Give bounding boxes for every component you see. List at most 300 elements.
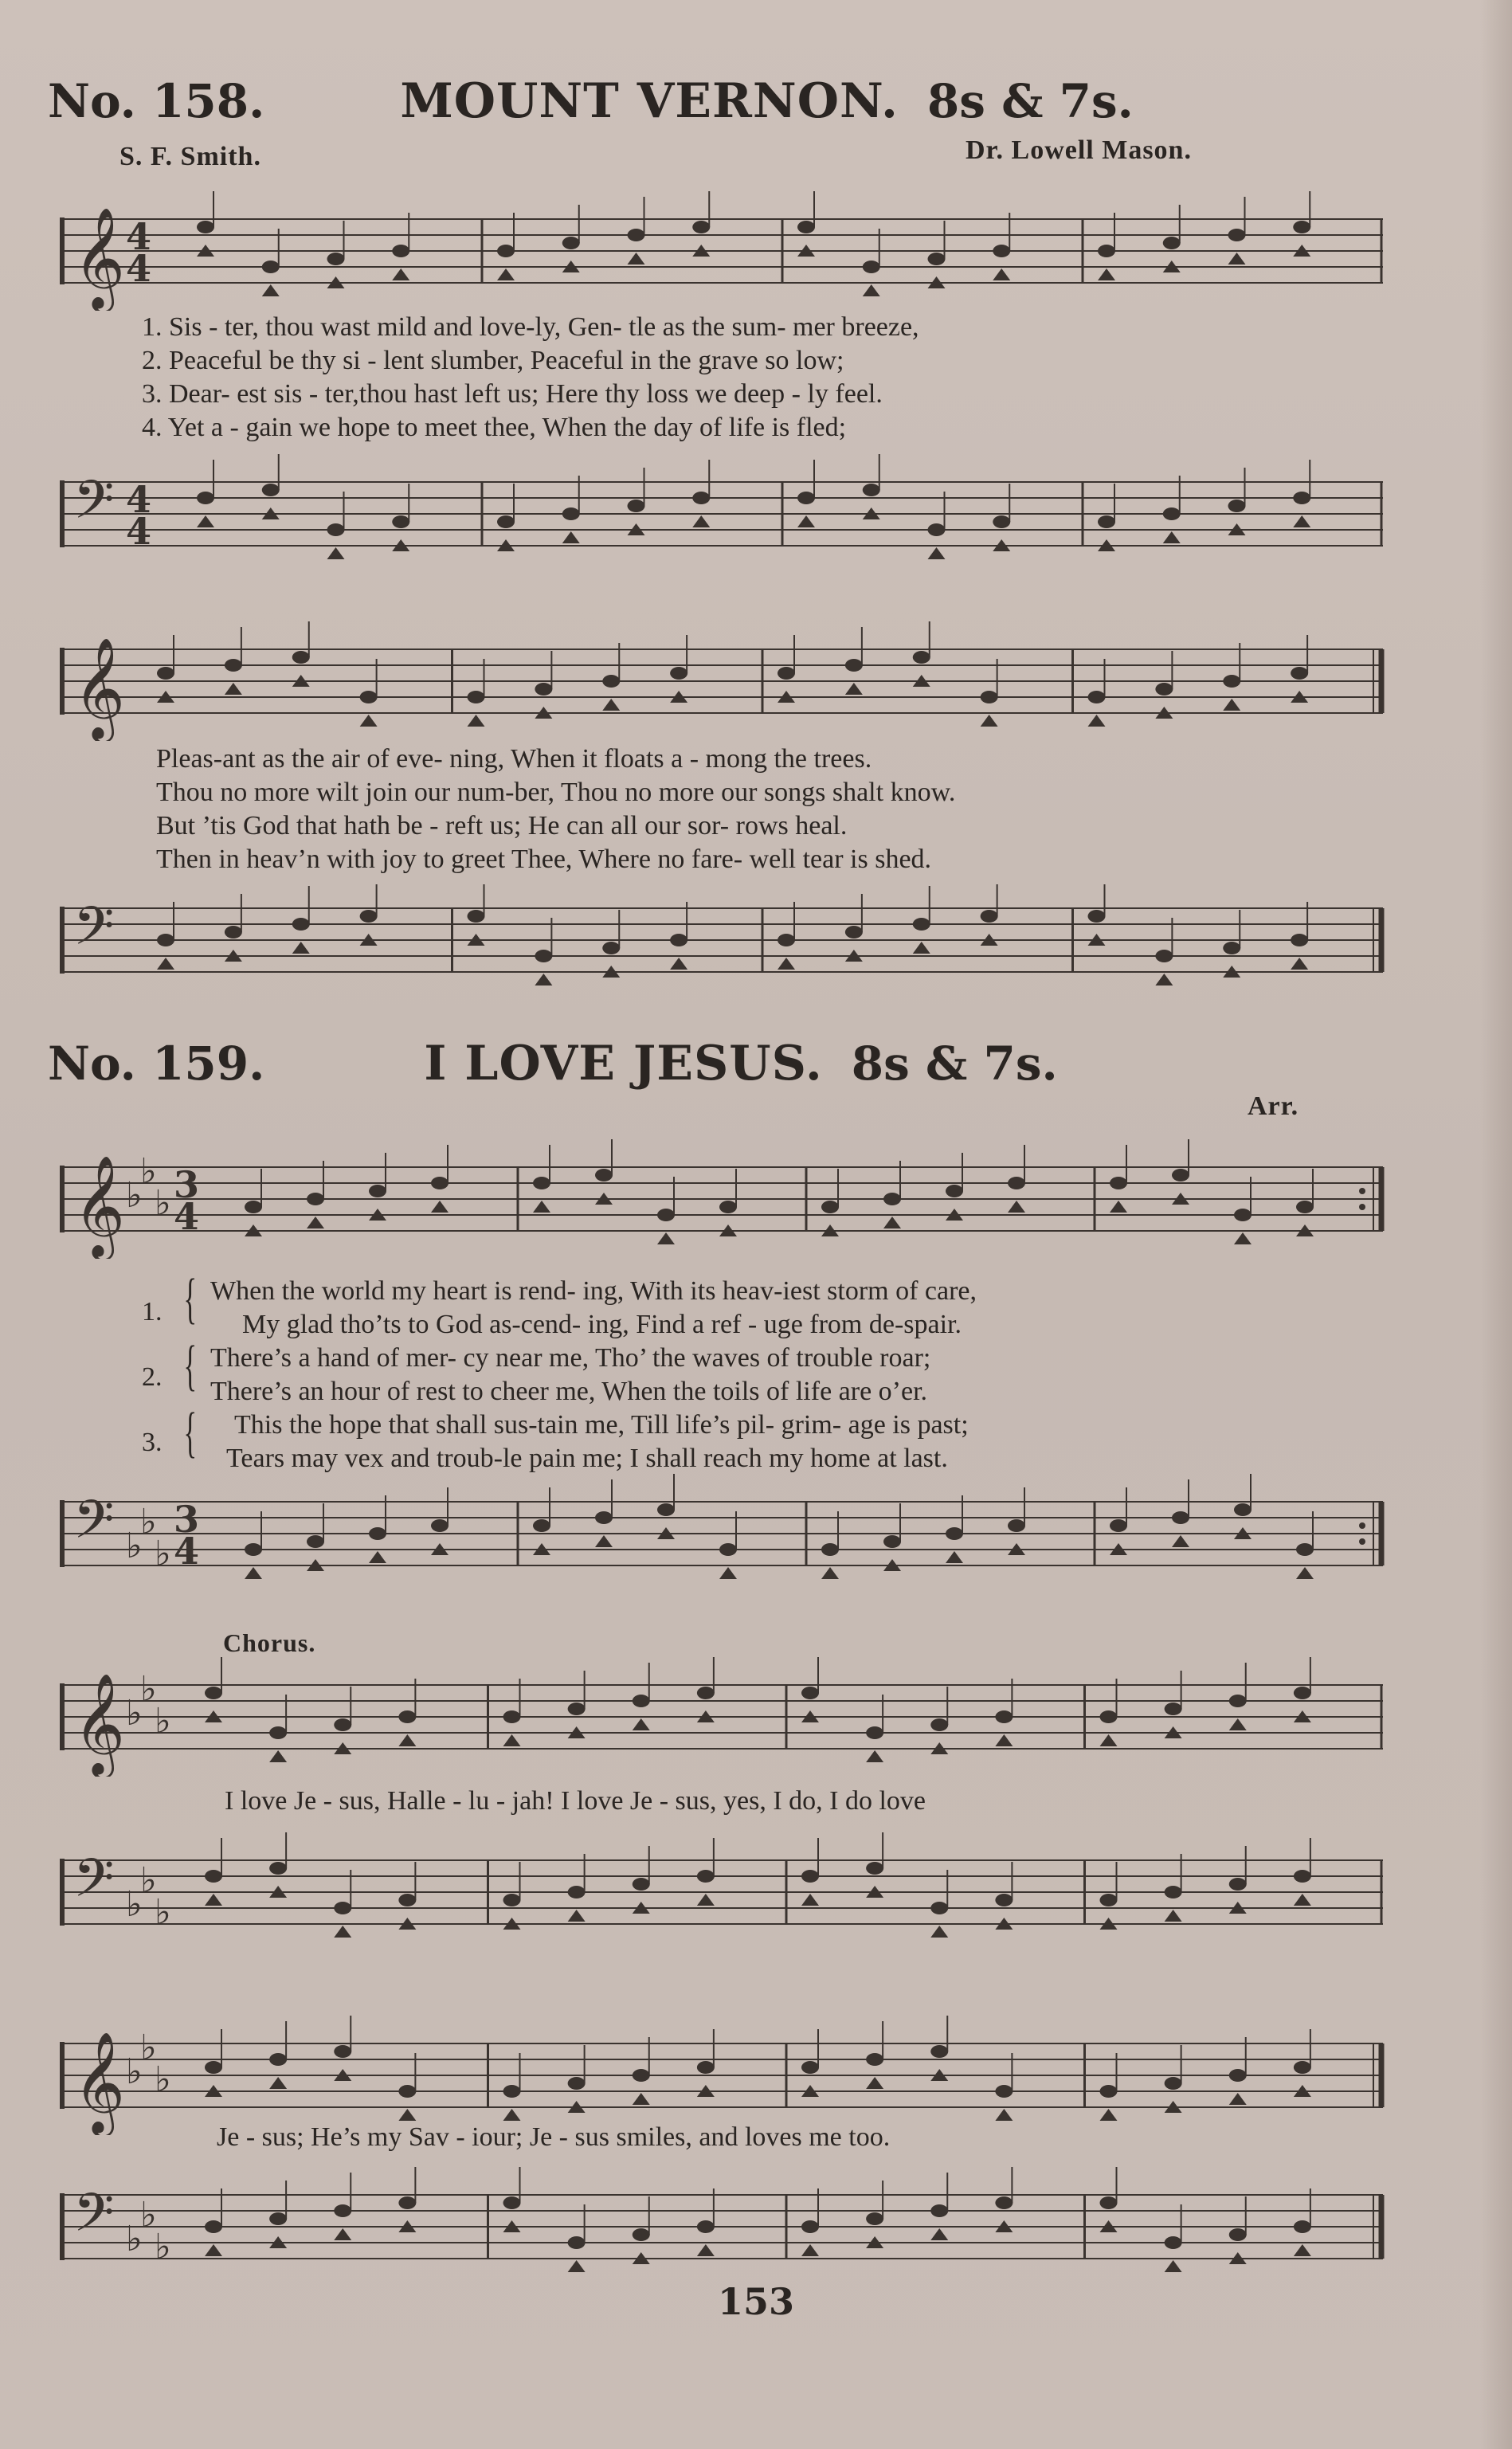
shape-note-head [930, 1926, 948, 1938]
shape-note-head [307, 1217, 324, 1228]
note-head [262, 261, 280, 273]
verse-line: There’s a hand of mer- cy near me, Tho’ the waves of trouble roar; [210, 1343, 931, 1373]
note-head [568, 2236, 586, 2249]
staff-system-4-bass [56, 1832, 1394, 1952]
note-head [369, 1527, 386, 1540]
treble-clef-icon: 𝄞 [73, 2031, 126, 2133]
note-head [1100, 2085, 1118, 2098]
note-head [1008, 1519, 1025, 1532]
shape-note-head [1296, 1567, 1314, 1579]
note-head [697, 1687, 715, 1699]
note-head [503, 1894, 521, 1906]
page-number: 153 [717, 2280, 795, 2323]
shape-note-head [697, 1894, 715, 1906]
note-head [1098, 245, 1115, 257]
flat-icon: ♭ [126, 1526, 143, 1566]
note-head [1294, 2220, 1311, 2233]
note-head [245, 1201, 262, 1213]
shape-note-head [1294, 2244, 1311, 2256]
note-head [1163, 237, 1181, 249]
note-head [1294, 1870, 1311, 1883]
shape-note-head [292, 942, 310, 954]
verse-line: 4. Yet a - gain we hope to meet thee, When the day of life is fled; [142, 413, 847, 442]
note-head [398, 2196, 416, 2209]
note-head [205, 1687, 222, 1699]
hymn-meter: 8s & 7s. [851, 1036, 1058, 1091]
flat-icon: ♭ [155, 1183, 171, 1224]
verse-brace: { [183, 1402, 198, 1464]
note-head [535, 950, 552, 962]
flat-icon: ♭ [140, 1502, 157, 1542]
note-head [533, 1177, 550, 1189]
note-head [157, 667, 174, 680]
treble-staff [56, 1139, 1394, 1259]
flat-icon: ♭ [155, 1534, 171, 1574]
shape-note-head [657, 1232, 675, 1244]
shape-note-head [157, 958, 174, 970]
note-head [1100, 2196, 1118, 2209]
note-head [697, 2220, 715, 2233]
note-head [863, 484, 880, 496]
flat-icon: ♭ [126, 1884, 143, 1925]
shape-note-head [883, 1217, 901, 1228]
shape-note-head [1294, 1894, 1311, 1906]
note-head [398, 1894, 416, 1906]
shape-note-head [1110, 1201, 1127, 1213]
flat-icon: ♭ [126, 2219, 143, 2259]
note-head [778, 667, 795, 680]
shape-note-head [719, 1567, 737, 1579]
note-head [1229, 1695, 1247, 1707]
note-head [1172, 1511, 1189, 1524]
shape-note-head [269, 1750, 287, 1762]
time-signature-top: 3 [174, 1498, 200, 1541]
shape-note-head [633, 1718, 650, 1730]
note-head [995, 2196, 1013, 2209]
flat-icon: ♭ [140, 1860, 157, 1901]
note-head [595, 1169, 613, 1181]
note-head [697, 2061, 715, 2074]
note-head [197, 492, 214, 504]
note-head [602, 675, 620, 688]
shape-note-head [327, 547, 345, 559]
note-head [334, 1902, 351, 1914]
shape-note-head [497, 268, 515, 280]
shape-note-head [205, 1894, 222, 1906]
note-head [1293, 221, 1310, 233]
note-head [883, 1535, 901, 1548]
note-head [1234, 1503, 1252, 1516]
hymn-meter: 8s & 7s. [926, 74, 1134, 128]
shape-note-head [1088, 715, 1106, 727]
note-head [225, 659, 242, 672]
note-head [981, 910, 998, 923]
flat-icon: ♭ [140, 2195, 157, 2235]
flat-icon: ♭ [126, 1175, 143, 1216]
note-head [398, 2085, 416, 2098]
note-head [292, 918, 310, 931]
note-head [1165, 2077, 1182, 2090]
note-head [1165, 1703, 1182, 1715]
verse-line: Pleas-ant as the air of eve- ning, When it floats a - mong the trees. [156, 744, 872, 774]
verse-line: My glad tho’ts to God as-cend- ing, Find a ref - uge from de-spair. [242, 1310, 962, 1339]
repeat-dot [1359, 1204, 1365, 1210]
note-head [1229, 2228, 1247, 2241]
note-head [392, 515, 409, 528]
shape-note-head [503, 1734, 521, 1746]
note-head [503, 1710, 521, 1723]
shape-note-head [1223, 699, 1240, 711]
composer-credit: Dr. Lowell Mason. [966, 135, 1192, 165]
note-head [334, 1718, 351, 1731]
note-head [1228, 500, 1246, 512]
hymn-158-header [48, 73, 1416, 129]
bass-staff [56, 2167, 1394, 2286]
repeat-dot [1359, 1522, 1365, 1529]
shape-note-head [995, 1734, 1013, 1746]
shape-note-head [797, 515, 815, 527]
flat-icon: ♭ [155, 2227, 171, 2267]
hymn-title: MOUNT VERNON. [400, 73, 899, 129]
bass-staff [56, 884, 1394, 996]
note-head [1291, 934, 1308, 946]
staff-system-4 [56, 1657, 1394, 1777]
staff-system-3 [56, 1139, 1394, 1259]
chorus-line: I love Je - sus, Halle - lu - jah! I love Je - sus, yes, I do, I do love [225, 1786, 926, 1816]
note-head [562, 237, 580, 249]
shape-note-head [863, 284, 880, 296]
verse-number: 2. [142, 1362, 163, 1392]
shape-note-head [801, 1894, 819, 1906]
note-head [930, 1902, 948, 1914]
shape-note-head [533, 1201, 550, 1213]
shape-note-head [845, 683, 863, 695]
note-head [568, 1703, 586, 1715]
note-head [1229, 1878, 1247, 1891]
note-head [568, 1886, 586, 1898]
hymn-number: No. 158. [48, 74, 265, 128]
note-head [993, 515, 1010, 528]
note-head [633, 1878, 650, 1891]
note-head [360, 910, 378, 923]
note-head [1223, 675, 1240, 688]
note-head [866, 1862, 883, 1875]
note-head [883, 1193, 901, 1205]
shape-note-head [1229, 2093, 1247, 2105]
note-head [993, 245, 1010, 257]
note-head [269, 2053, 287, 2066]
shape-note-head [197, 515, 214, 527]
verse-line: When the world my heart is rend- ing, With its heav-iest storm of care, [210, 1276, 977, 1306]
treble-staff [56, 2016, 1394, 2135]
time-signature-top: 4 [126, 215, 152, 258]
shape-note-head [568, 1910, 586, 1922]
note-head [1296, 1543, 1314, 1556]
flat-icon: ♭ [126, 2051, 143, 2092]
note-head [930, 2045, 948, 2058]
shape-note-head [1100, 2109, 1118, 2121]
flat-icon: ♭ [140, 1669, 157, 1710]
note-head [468, 691, 485, 703]
note-head [778, 934, 795, 946]
verse-line: Tears may vex and troub-le pain me; I shall reach my home at last. [226, 1444, 948, 1473]
note-head [327, 253, 345, 265]
shape-note-head [670, 958, 687, 970]
note-head [1165, 2236, 1182, 2249]
note-head [928, 523, 946, 536]
note-head [1163, 507, 1181, 520]
time-signature-bottom: 4 [174, 1195, 200, 1238]
hymn-159-header [48, 1036, 1416, 1091]
shape-note-head [334, 2228, 351, 2240]
note-head [697, 1870, 715, 1883]
staff-system-5-bass [56, 2167, 1394, 2286]
staff-system-1 [56, 191, 1394, 311]
shape-note-head [981, 715, 998, 727]
note-head [946, 1527, 963, 1540]
time-signature-bottom: 4 [174, 1530, 200, 1573]
note-head [595, 1511, 613, 1524]
note-head [535, 683, 552, 696]
note-head [1291, 667, 1308, 680]
note-head [269, 1726, 287, 1739]
note-head [431, 1519, 449, 1532]
note-head [205, 2061, 222, 2074]
shape-note-head [946, 1551, 963, 1563]
note-head [602, 942, 620, 954]
note-head [497, 515, 515, 528]
note-head [913, 918, 930, 931]
shape-note-head [602, 699, 620, 711]
shape-note-head [562, 531, 580, 543]
treble-clef-icon: 𝄞 [73, 206, 126, 308]
note-head [307, 1535, 324, 1548]
lyricist-credit: S. F. Smith. [119, 142, 261, 171]
note-head [719, 1543, 737, 1556]
note-head [863, 261, 880, 273]
note-head [628, 500, 645, 512]
flat-icon: ♭ [155, 1892, 171, 1933]
note-head [797, 492, 815, 504]
verse-line: 2. Peaceful be thy si - lent slumber, Peaceful in the grave so low; [142, 346, 844, 375]
note-head [431, 1177, 449, 1189]
note-head [1165, 1886, 1182, 1898]
note-head [1100, 1710, 1118, 1723]
note-head [1100, 1894, 1118, 1906]
note-head [1172, 1169, 1189, 1181]
note-head [866, 2053, 883, 2066]
note-head [719, 1201, 737, 1213]
note-head [928, 253, 946, 265]
note-head [468, 910, 485, 923]
verse-line: There’s an hour of rest to cheer me, When the toils of life are o’er. [210, 1377, 928, 1406]
time-signature-top: 4 [126, 478, 152, 521]
flat-icon: ♭ [126, 1693, 143, 1734]
bass-staff [56, 454, 1394, 574]
note-head [1155, 683, 1173, 696]
bass-staff [56, 1474, 1394, 1593]
treble-staff [56, 621, 1394, 741]
chorus-line: Je - sus; He’s my Sav - iour; Je - sus smiles, and loves me too. [217, 2122, 891, 2152]
note-head [692, 221, 710, 233]
time-signature-top: 3 [174, 1163, 200, 1206]
shape-note-head [369, 1551, 386, 1563]
shape-note-head [398, 2109, 416, 2121]
shape-note-head [1100, 1734, 1118, 1746]
shape-note-head [778, 958, 795, 970]
shape-note-head [633, 2093, 650, 2105]
shape-note-head [1165, 2260, 1182, 2272]
time-signature-bottom: 4 [126, 510, 152, 553]
treble-clef-icon: 𝄞 [73, 637, 126, 739]
note-head [657, 1503, 675, 1516]
note-head [633, 2228, 650, 2241]
treble-staff [56, 1657, 1394, 1777]
shape-note-head [1229, 1718, 1247, 1730]
flat-icon: ♭ [155, 1701, 171, 1742]
shape-note-head [1234, 1232, 1252, 1244]
verse-line: 1. Sis - ter, thou wast mild and love-ly, Gen- tle as the sum- mer breeze, [142, 312, 919, 342]
page-edge-shadow [1480, 0, 1512, 2449]
note-head [1110, 1177, 1127, 1189]
shape-note-head [930, 2228, 948, 2240]
note-head [369, 1185, 386, 1197]
staff-system-3-bass [56, 1474, 1394, 1593]
note-head [1088, 910, 1106, 923]
shape-note-head [568, 2260, 586, 2272]
note-head [1223, 942, 1240, 954]
note-head [797, 221, 815, 233]
note-head [307, 1193, 324, 1205]
note-head [801, 2061, 819, 2074]
treble-clef-icon: 𝄞 [73, 1154, 126, 1256]
note-head [327, 523, 345, 536]
flat-icon: ♭ [140, 1151, 157, 1192]
note-head [633, 1695, 650, 1707]
shape-note-head [1155, 974, 1173, 985]
shape-note-head [1008, 1201, 1025, 1213]
hymn-number: No. 159. [48, 1036, 265, 1091]
shape-note-head [1098, 268, 1115, 280]
note-head [633, 2069, 650, 2082]
note-head [269, 2212, 287, 2225]
note-head [845, 659, 863, 672]
shape-note-head [866, 1750, 883, 1762]
shape-note-head [392, 268, 409, 280]
note-head [801, 1687, 819, 1699]
repeat-dot [1359, 1538, 1365, 1545]
note-head [801, 2220, 819, 2233]
bass-clef-icon: 𝄢 [73, 895, 115, 970]
shape-note-head [993, 268, 1010, 280]
note-head [995, 1894, 1013, 1906]
note-head [225, 926, 242, 938]
shape-note-head [995, 2109, 1013, 2121]
note-head [157, 934, 174, 946]
note-head [503, 2085, 521, 2098]
shape-note-head [262, 284, 280, 296]
staff-system-2-bass [56, 884, 1394, 996]
note-head [981, 691, 998, 703]
note-head [205, 2220, 222, 2233]
treble-clef-icon: 𝄞 [73, 1672, 126, 1774]
verse-line: This the hope that shall sus-tain me, Till life’s pil- grim- age is past; [234, 1410, 969, 1440]
chorus-label: Chorus. [223, 1628, 316, 1657]
shape-note-head [595, 1535, 613, 1547]
note-head [913, 651, 930, 664]
note-head [845, 926, 863, 938]
note-head [262, 484, 280, 496]
shape-note-head [535, 974, 552, 985]
note-head [533, 1519, 550, 1532]
note-head [245, 1543, 262, 1556]
note-head [497, 245, 515, 257]
time-signature-bottom: 4 [126, 247, 152, 290]
shape-note-head [913, 942, 930, 954]
shape-note-head [245, 1567, 262, 1579]
shape-note-head [468, 715, 485, 727]
note-head [392, 245, 409, 257]
staff-system-1-bass [56, 454, 1394, 574]
note-head [946, 1185, 963, 1197]
note-head [995, 1710, 1013, 1723]
flat-icon: ♭ [140, 2028, 157, 2068]
shape-note-head [821, 1567, 839, 1579]
note-head [1098, 515, 1115, 528]
note-head [821, 1543, 839, 1556]
verse-line: Then in heav’n with joy to greet Thee, Where no fare- well tear is shed. [156, 844, 932, 874]
shape-note-head [205, 2244, 222, 2256]
note-head [269, 1862, 287, 1875]
note-head [1294, 1687, 1311, 1699]
note-head [821, 1201, 839, 1213]
shape-note-head [1163, 531, 1181, 543]
note-head [670, 667, 687, 680]
shape-note-head [398, 1734, 416, 1746]
flat-icon: ♭ [155, 2059, 171, 2100]
verse-line: 3. Dear- est sis - ter,thou hast left us; Here thy loss we deep - ly feel. [142, 379, 883, 409]
note-head [398, 1710, 416, 1723]
note-head [628, 229, 645, 241]
note-head [197, 221, 214, 233]
shape-note-head [801, 2244, 819, 2256]
note-head [866, 2212, 883, 2225]
staff-system-2 [56, 621, 1394, 741]
shape-note-head [225, 683, 242, 695]
shape-note-head [334, 1926, 351, 1938]
treble-staff [56, 191, 1394, 311]
note-head [866, 1726, 883, 1739]
shape-note-head [928, 547, 946, 559]
shape-note-head [431, 1201, 449, 1213]
verse-number: 3. [142, 1428, 163, 1457]
bass-clef-icon: 𝄢 [73, 2182, 115, 2256]
note-head [995, 2085, 1013, 2098]
note-head [360, 691, 378, 703]
shape-note-head [628, 253, 645, 264]
shape-note-head [360, 715, 378, 727]
bass-clef-icon: 𝄢 [73, 1848, 115, 1922]
verse-brace: { [183, 1268, 198, 1330]
shape-note-head [1291, 958, 1308, 970]
note-head [1293, 492, 1310, 504]
shape-note-head [1293, 515, 1310, 527]
bass-staff [56, 1832, 1394, 1952]
note-head [205, 1870, 222, 1883]
note-head [562, 507, 580, 520]
note-head [1110, 1519, 1127, 1532]
shape-note-head [1228, 253, 1246, 264]
